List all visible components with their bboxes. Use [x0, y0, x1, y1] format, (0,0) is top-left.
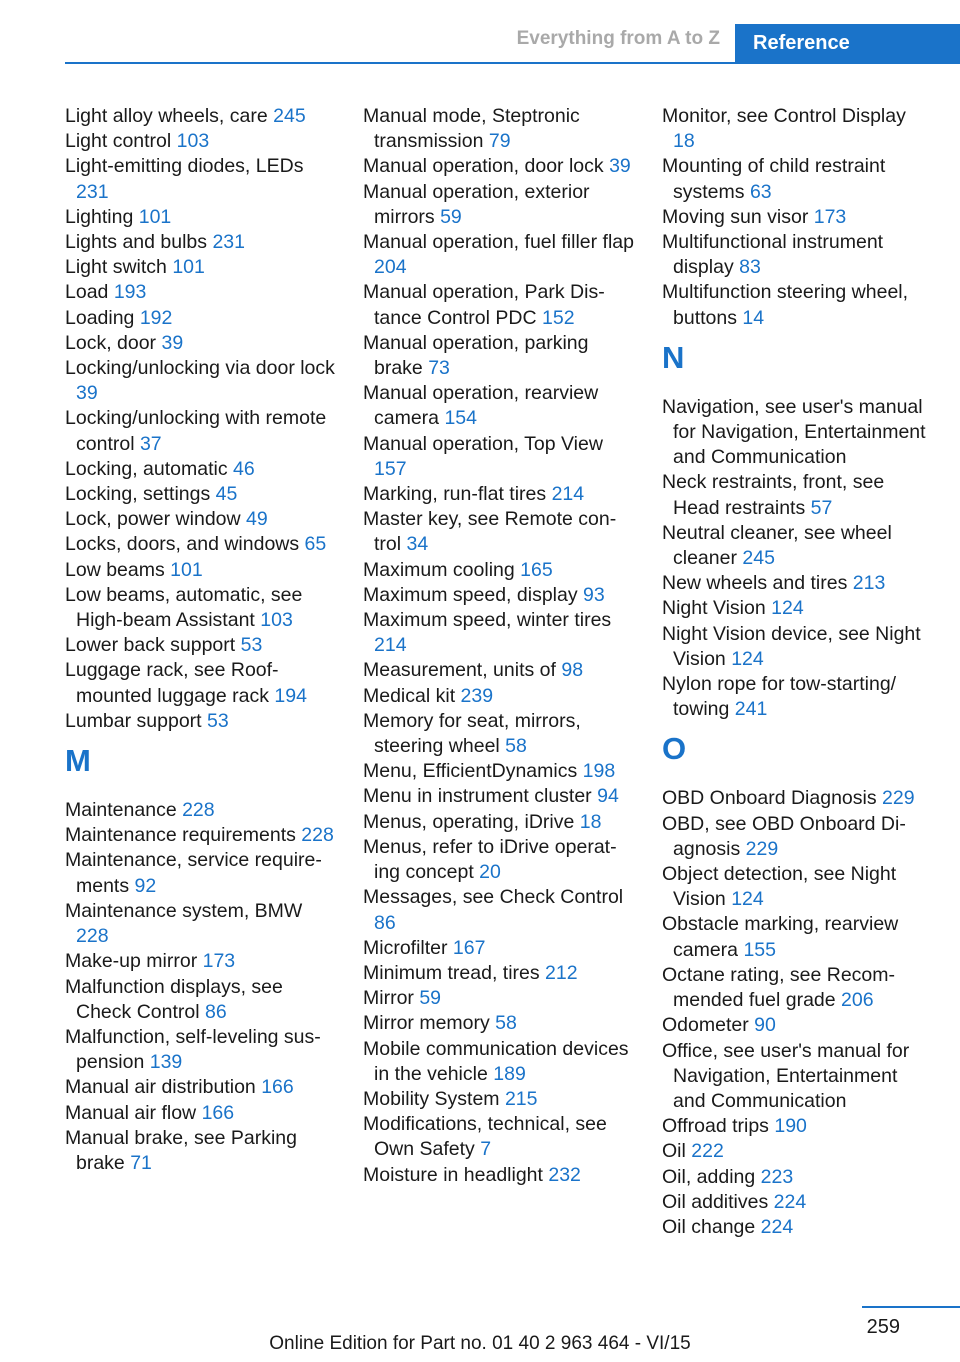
index-entry-term: Maintenance system, BMW [65, 899, 303, 922]
index-entry-term: Multifunction steering wheel, buttons [662, 281, 909, 329]
index-entry-term: Locking, automatic [65, 457, 234, 480]
index-entry [363, 331, 635, 381]
index-entry [662, 963, 932, 1013]
index-page-link[interactable]: 167 [452, 936, 486, 959]
index-entry [662, 1190, 932, 1215]
index-entry [662, 862, 932, 912]
index-page-link[interactable]: 124 [731, 647, 764, 670]
index-page-link[interactable]: 18 [579, 810, 602, 833]
index-entry [662, 596, 932, 621]
index-page-link[interactable]: 198 [582, 760, 616, 783]
index-entry-term: Night Vision [662, 597, 772, 620]
index-page-link[interactable]: 189 [493, 1062, 526, 1085]
index-entry-term: Manual brake, see Parking brake [65, 1126, 297, 1174]
index-entry-term: Locking, settings [65, 483, 216, 506]
index-entry-term: Manual air flow [65, 1101, 202, 1124]
index-entry-term: Maintenance requirements [65, 824, 302, 847]
index-page-link[interactable]: 214 [551, 483, 585, 506]
index-page-link[interactable]: 157 [374, 457, 407, 480]
index-entry-term: Locks, doors, and windows [65, 533, 305, 556]
index-entry-term: Multifunctional instrument display [662, 231, 884, 279]
index-entry [65, 306, 340, 331]
index-page-link[interactable]: 245 [273, 105, 306, 127]
index-page-link[interactable]: 14 [742, 306, 765, 329]
index-entry [65, 1126, 340, 1176]
index-entry [363, 1011, 635, 1036]
index-entry-term: Manual operation, fuel filler flap [363, 231, 634, 254]
index-entry [65, 331, 340, 356]
section-title: Everything from A to Z [516, 28, 720, 49]
index-page-link[interactable]: 166 [201, 1101, 235, 1124]
index-entry [662, 280, 932, 330]
index-page-link[interactable]: 90 [754, 1014, 776, 1037]
index-page-link[interactable]: 103 [176, 130, 210, 153]
index-entry-term: Manual operation, exterior mirrors [363, 180, 590, 228]
index-entry-term: Navigation, see user's manual for Navigation, Entertainment and Communication [662, 395, 926, 469]
index-page-link[interactable]: 190 [774, 1115, 807, 1138]
index-entry-term: Menu in instrument cluster [363, 785, 598, 808]
index-page-link[interactable]: 101 [172, 256, 205, 279]
index-page-link[interactable]: 18 [673, 130, 695, 153]
index-page-link[interactable]: 37 [139, 432, 162, 455]
index-page-link[interactable]: 53 [240, 634, 263, 657]
index-entry [662, 104, 932, 154]
index-entry-term: Manual operation, rearview camera [363, 382, 599, 430]
index-entry-term: Locking/unlocking with remote control [65, 407, 327, 455]
index-letter-heading: N [662, 339, 685, 375]
index-entry [363, 381, 635, 431]
index-entry-term: Oil change [662, 1215, 761, 1238]
index-page-link[interactable]: 232 [548, 1163, 581, 1186]
index-page-link[interactable]: 224 [773, 1190, 807, 1213]
index-entry [363, 1037, 635, 1087]
index-entry-term: Make-up mirror [65, 950, 203, 973]
index-entry-term: Menus, operating, iDrive [363, 810, 580, 833]
index-page-link[interactable]: 212 [545, 961, 578, 984]
index-entry-term: Locking/unlocking via door lock [65, 357, 335, 380]
index-page-link[interactable]: 231 [76, 180, 109, 203]
index-page-link[interactable]: 98 [561, 659, 584, 682]
index-entry [363, 835, 635, 885]
index-page-link[interactable]: 7 [480, 1138, 492, 1161]
index-entry-term: Menu, EfficientDynamics [363, 760, 583, 783]
index-entry [662, 395, 932, 471]
index-page-link[interactable]: 92 [134, 874, 157, 897]
index-entry [662, 230, 932, 280]
index-page-link[interactable]: 239 [460, 684, 494, 707]
index-entry-term: Malfunction displays, see Check Control [65, 975, 283, 1023]
index-page-link[interactable]: 49 [246, 508, 268, 531]
edition-line: Online Edition for Part no. 01 40 2 963 464 - VI/15 [269, 1333, 691, 1354]
index-entry-term: Manual operation, door lock [363, 155, 610, 178]
index-entry [662, 812, 932, 862]
index-page-link[interactable]: 65 [304, 533, 327, 556]
index-entry-term: Low beams, automatic, see High-beam Assistant [65, 583, 303, 632]
index-entry [662, 1114, 932, 1139]
index-page-link[interactable]: 86 [204, 1000, 227, 1023]
index-page-link[interactable]: 228 [76, 925, 109, 948]
index-page-link[interactable]: 215 [504, 1087, 538, 1110]
index-entry-term: Marking, run-flat tires [363, 483, 552, 506]
index-page-link[interactable]: 39 [76, 382, 98, 405]
index-entry [363, 154, 635, 179]
index-entry [65, 482, 340, 507]
index-entry-term: Lower back support [65, 634, 241, 657]
index-entry-term: Manual air distribution [65, 1076, 262, 1099]
index-entry-term: Mirror [363, 987, 420, 1010]
index-entry-term: Night Vision device, see Night Vision [662, 622, 921, 670]
index-entry-term: Load [65, 281, 114, 304]
index-page-link[interactable]: 124 [731, 888, 764, 911]
index-entry [363, 684, 635, 709]
index-entry [363, 961, 635, 986]
index-entry [363, 986, 635, 1011]
index-entry-term: Manual operation, parking brake [363, 331, 589, 380]
index-entry [65, 1025, 340, 1075]
index-entry-term: Luggage rack, see Roof-mounted luggage rack [65, 659, 279, 707]
chapter-tab: Reference [735, 24, 960, 62]
index-entry [65, 1101, 340, 1126]
index-entry-term: Mounting of child restraint systems [662, 155, 886, 203]
index-entry-term: Mobile communication devices in the vehicle [363, 1037, 629, 1085]
index-column-3 [662, 104, 932, 1240]
index-entry-term: Light control [65, 130, 177, 153]
index-entry [65, 507, 340, 532]
index-page-link[interactable]: 241 [734, 698, 768, 721]
index-entry [363, 1112, 635, 1162]
index-entry [363, 558, 635, 583]
index-entry-term: Oil, adding [662, 1165, 761, 1188]
index-page-link[interactable]: 213 [852, 572, 886, 595]
index-entry-term: Neutral cleaner, see wheel cleaner [662, 521, 892, 570]
index-page-link[interactable]: 206 [841, 989, 874, 1012]
index-page-link[interactable]: 34 [406, 533, 429, 556]
index-entry-term: Lighting [65, 205, 139, 228]
index-entry [65, 356, 340, 406]
index-entry-term: Moving sun visor [662, 205, 814, 228]
index-page-link[interactable]: 83 [739, 256, 761, 279]
index-entry-term: Loading [65, 306, 140, 329]
index-entry-term: Maintenance [65, 799, 183, 822]
index-entry-term: Office, see user's manual for Navigation, Entertainment and Communication [662, 1039, 910, 1112]
index-entry [662, 521, 932, 571]
index-page-link[interactable]: 204 [374, 256, 407, 279]
index-entry [65, 280, 340, 305]
index-entry [65, 1075, 340, 1100]
index-entry-term: Maximum speed, display [363, 583, 584, 606]
index-entry-term: OBD, see OBD Onboard Diagnosis [662, 812, 906, 860]
index-page-link[interactable]: 101 [138, 205, 172, 228]
index-entry [65, 798, 340, 823]
index-entry [65, 104, 340, 129]
index-entry-term: Measurement, units of [363, 659, 562, 682]
index-entry-term: Mirror memory [363, 1012, 496, 1035]
index-entry-term: Messages, see Check Control [363, 886, 624, 909]
index-column-2 [363, 104, 635, 1188]
index-entry [662, 786, 932, 811]
index-entry [65, 583, 340, 633]
index-entry-term: Maximum speed, winter tires [363, 609, 612, 632]
index-entry-term: OBD Onboard Diagnosis [662, 787, 883, 810]
index-page-link[interactable]: 139 [149, 1051, 183, 1074]
index-entry-term: Light switch [65, 256, 173, 279]
index-entry-term: Minimum tread, tires [363, 961, 546, 984]
index-entry-term: Lights and bulbs [65, 231, 213, 254]
index-entry [662, 1165, 932, 1190]
index-entry-term: Malfunction, self-leveling suspension [65, 1025, 321, 1074]
index-page-link[interactable]: 165 [520, 558, 553, 581]
index-page-link[interactable]: 229 [745, 837, 779, 860]
index-entry-term: Object detection, see Night Vision [662, 863, 897, 911]
index-entry-term: New wheels and tires [662, 572, 853, 595]
index-entry-term: Obstacle marking, rearview camera [662, 913, 899, 961]
index-entry [65, 205, 340, 230]
index-entry-term: Offroad trips [662, 1115, 775, 1138]
index-page-link[interactable]: 173 [813, 205, 847, 228]
index-entry-term: Manual operation, Top View [363, 432, 603, 455]
index-entry-term: Moisture in headlight [363, 1163, 549, 1186]
index-entry [363, 608, 635, 658]
index-page-link[interactable]: 193 [113, 281, 147, 304]
index-entry [662, 1215, 932, 1240]
index-entry [65, 457, 340, 482]
index-entry [65, 658, 340, 708]
index-entry [65, 899, 340, 949]
index-page-link[interactable]: 223 [760, 1165, 794, 1188]
index-entry-term: Lock, power window [65, 508, 247, 531]
index-entry-term: Manual operation, Park Distance Control PDC [363, 281, 605, 329]
index-entry-term: Neck restraints, front, see Head restraints [662, 471, 885, 519]
index-entry [363, 936, 635, 961]
index-page-link[interactable]: 101 [170, 558, 203, 581]
index-entry-term: Lumbar support [65, 709, 207, 732]
index-entry [363, 482, 635, 507]
index-page-link[interactable]: 173 [202, 950, 236, 973]
index-entry [363, 104, 635, 154]
index-page-link[interactable]: 231 [212, 231, 245, 254]
index-page-link[interactable]: 53 [207, 709, 229, 732]
index-page-link[interactable]: 152 [542, 306, 575, 329]
index-entry-term: Oil additives [662, 1190, 774, 1213]
index-entry-term: Odometer [662, 1014, 755, 1037]
index-page-link[interactable]: 229 [882, 787, 915, 810]
index-entry [662, 1039, 932, 1115]
index-page-link[interactable]: 166 [261, 1076, 294, 1099]
index-entry-term: Low beams [65, 558, 171, 581]
index-entry-term: Nylon rope for tow-starting/ towing [662, 673, 897, 721]
index-entry-term: Maximum cooling [363, 558, 521, 581]
index-page-link[interactable]: 124 [771, 597, 804, 620]
index-entry [363, 583, 635, 608]
index-entry-term: Medical kit [363, 684, 461, 707]
index-entry [65, 633, 340, 658]
index-page-link[interactable]: 73 [428, 357, 450, 380]
index-entry-term: Monitor, see Control Display [662, 105, 906, 127]
index-letter-heading: M [65, 743, 91, 779]
footer-rule [862, 1306, 960, 1308]
index-page-link[interactable]: 59 [440, 205, 462, 228]
index-entry-term: Microfilter [363, 936, 453, 959]
index-entry-term: Menus, refer to iDrive operating concept [363, 835, 617, 884]
page-header [65, 0, 960, 64]
index-entry [65, 255, 340, 280]
index-entry [662, 672, 932, 722]
index-page-link[interactable]: 103 [260, 609, 293, 632]
index-page-link[interactable]: 154 [444, 407, 477, 430]
index-entry-term: Oil [662, 1140, 692, 1163]
index-entry [662, 470, 932, 520]
index-entry [363, 759, 635, 784]
index-entry [363, 1163, 635, 1188]
index-entry [65, 230, 340, 255]
index-entry [65, 848, 340, 898]
index-page-link[interactable]: 39 [161, 331, 184, 354]
index-page-link[interactable]: 222 [691, 1140, 724, 1163]
index-page-link[interactable]: 59 [419, 987, 442, 1010]
index-entry-term: Manual mode, Steptronic transmission [363, 105, 580, 153]
index-column-1 [65, 104, 340, 1176]
index-entry-term: Memory for seat, mirrors, steering wheel [363, 709, 581, 758]
index-entry-term: Mobility System [363, 1087, 505, 1110]
index-entry [65, 154, 340, 204]
index-page-link[interactable]: 245 [742, 547, 775, 570]
index-page-link[interactable]: 58 [505, 735, 527, 758]
index-entry [65, 823, 340, 848]
index-page-link[interactable]: 63 [749, 180, 772, 203]
index-entry [662, 205, 932, 230]
index-entry [65, 532, 340, 557]
index-page-link[interactable]: 58 [495, 1012, 517, 1035]
index-entry [363, 280, 635, 330]
index-page-link[interactable]: 228 [301, 824, 334, 847]
index-page-link[interactable]: 79 [488, 130, 511, 153]
index-entry [662, 912, 932, 962]
index-entry [363, 709, 635, 759]
index-entry [65, 975, 340, 1025]
index-entry [65, 406, 340, 456]
index-page-link[interactable]: 194 [274, 684, 307, 707]
index-entry-term: Lock, door [65, 331, 162, 354]
index-entry [65, 949, 340, 974]
index-page-link[interactable]: 155 [743, 938, 776, 961]
page-number: 259 [866, 1316, 900, 1338]
index-page-link[interactable]: 224 [760, 1215, 794, 1238]
index-page-link[interactable]: 45 [215, 483, 238, 506]
index-page-link[interactable]: 71 [130, 1151, 152, 1174]
index-page-link[interactable]: 46 [233, 457, 255, 480]
index-entry [65, 129, 340, 154]
index-page-link[interactable]: 214 [374, 634, 407, 657]
index-entry [363, 507, 635, 557]
index-entry-term: Light alloy wheels, care [65, 105, 274, 127]
index-entry [65, 558, 340, 583]
index-entry-term: Modifications, technical, see Own Safety [363, 1113, 607, 1161]
index-entry [363, 230, 635, 280]
index-entry [363, 658, 635, 683]
index-entry [363, 1087, 635, 1112]
index-entry-term: Octane rating, see Recommended fuel grade [662, 963, 896, 1012]
index-entry [363, 180, 635, 230]
index-entry-term: Light-emitting diodes, LEDs [65, 155, 304, 178]
index-entry [363, 885, 635, 935]
index-entry [65, 709, 340, 734]
index-entry [363, 432, 635, 482]
index-page-link[interactable]: 39 [609, 155, 631, 178]
index-entry [363, 784, 635, 809]
index-entry [662, 1139, 932, 1164]
index-entry [662, 622, 932, 672]
index-page-link[interactable]: 192 [139, 306, 173, 329]
index-page-link[interactable]: 93 [583, 583, 605, 606]
index-page-link[interactable]: 57 [810, 496, 833, 519]
index-entry [363, 810, 635, 835]
index-page-link[interactable]: 228 [182, 799, 215, 822]
index-page-link[interactable]: 94 [597, 785, 619, 808]
index-entry [662, 1013, 932, 1038]
index-entry-term: Maintenance, service requirements [65, 849, 322, 897]
index-entry-term: Master key, see Remote control [363, 508, 617, 556]
index-entry [662, 154, 932, 204]
index-letter-heading: O [662, 731, 687, 767]
index-page-link[interactable]: 86 [374, 911, 396, 934]
index-entry [662, 571, 932, 596]
index-page-link[interactable]: 20 [479, 861, 501, 884]
